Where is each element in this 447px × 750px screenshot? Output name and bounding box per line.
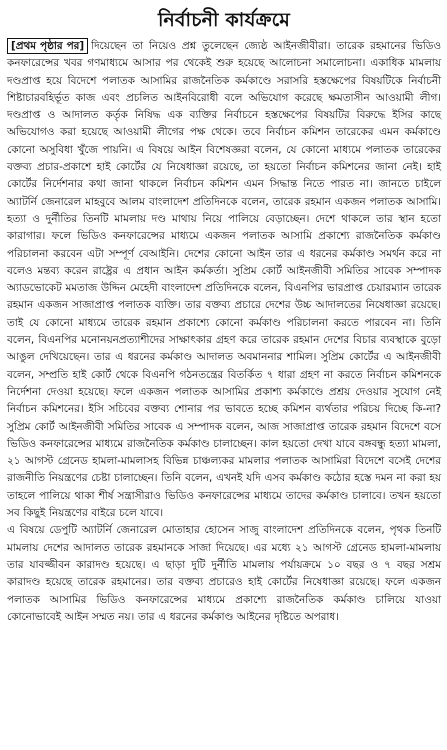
article-body [7,38,441,626]
paragraph-text: এ বিষয়ে ডেপুটি অ্যাটর্নি জেনারেল মোতাহার হোসেন সাজু বাংলাদেশ প্রতিদিনকে বলেন, পৃথক তিনটি মামলায় দেশের আদালত তারেক রহমানকে সাজা দিয়েছে। এর মধ্যে ২১ আগস্ট গ্রেনেড হামলা-মামলায় তার যাবজ্জীবন কারাদণ্ড হয়েছে। এ ছাড়া দুটি দুর্নীতি মামলায় পর্যায়ক্রমে ১০ বছর ও ৭ বছর সশ্রম কারাদণ্ড হয়েছে তারেক রহমানের। তার বক্তব্য প্রচারেও হাই কোর্টের নিষেধাজ্ঞা রয়েছে। ফলে একজন পলাতক আসামির ভিডিও কনফারেন্সের মাধ্যমে প্রকাশ্যে রাজনৈতিক কর্মকাণ্ড চালিয়ে যাওয়া কোনোভাবেই আইন সম্মত নয়। তার এ ধরনের কর্মকাণ্ড আইনের দৃষ্টিতে অপরাধ। [7,524,441,623]
continued-label-text: প্রথম পৃষ্ঠার পর [15,40,80,52]
paragraph-text: দিয়েছেন তা নিয়েও প্রশ্ন তুলেছেন জ্যেষ্ঠ আইনজীবীরা। তারেক রহমানের ভিডিও কনফারেন্সের খবর গণমাধ্যমে আসার পর থেকেই শুরু হয়েছে আলোচনা সমালোচনা। একাধিক মামলায় দণ্ডপ্রাপ্ত হয়ে বিদেশে পলাতক আসামির রাজনৈতিক কর্মকাণ্ডে সরাসরি হস্তক্ষেপের বিষয়টিকে নির্বাচনী শিষ্টাচারবহির্ভূত কাজ এবং প্রচলিত আইনবিরোধী বলে অভিযোগ করেছে ক্ষমতাসীন আওয়ামী লীগ। দণ্ডপ্রাপ্ত ও আদালত কর্তৃক নিষিদ্ধ এক ব্যক্তির নির্বাচনে হস্তক্ষেপের বিষয়টির বিরুদ্ধে ইসির কাছে অভিযোগও করা হয়েছে আওয়ামী লীগের পক্ষ থেকে। তবে নির্বাচন কমিশন তারেকের এমন কর্মকাণ্ডে কোনো অসুবিধা খুঁজে পায়নি। এ বিষয়ে আইন বিশেষজ্ঞরা বলেন, যে কোনো মাধ্যমে পলাতক তারেকের বক্তব্য প্রচার-প্রকাশে হাই কোর্টের যে নিষেধাজ্ঞা রয়েছে, তা হয়তো নির্বাচন কমিশনের জানা নেই। হাই কোর্টের নির্দেশনার কথা জানা থাকলে নির্বাচন কমিশন এমন সিদ্ধান্ত নিতে পারত না। জানতে চাইলে অ্যাটর্নি জেনারেল মাহবুবে আলম বাংলাদেশ প্রতিদিনকে বলেন, তারেক রহমান একজন পলাতক আসামি। হত্যা ও দুর্নীতির তিনটি মামলায় দণ্ড মাথায় নিয়ে পালিয়ে বেড়াচ্ছেন। দেশে থাকলে তার স্থান হতো কারাগার। ফলে ভিডিও কনফারেন্সের মাধ্যমে একজন পলাতক আসামি প্রকাশ্যে রাজনৈতিক কর্মকাণ্ড পরিচালনা করবেন এটা সম্পূর্ণ বেআইনি। দেশের কোনো আইন তার এ ধরনের কর্মকাণ্ড সমর্থন করে না বলেও মন্তব্য করেন রাষ্ট্রের এ প্রধান আইন কর্মকর্তা। সুপ্রিম কোর্ট আইনজীবী সমিতির সাবেক সম্পাদক অ্যাডভোকেট মমতাজ উদ্দিন মেহেদী বাংলাদেশ প্রতিদিনকে বলেন, বিএনপির ভারপ্রাপ্ত চেয়ারম্যান তারেক রহমান একজন সাজাপ্রাপ্ত পলাতক ব্যক্তি। তার বক্তব্য প্রচারে দেশের উচ্চ আদালতের নিষেধাজ্ঞা রয়েছে। তাই যে কোনো মাধ্যমে তারেক রহমান প্রকাশ্যে কোনো কর্মকাণ্ড পরিচালনা করতে পারবেন না। তিনি বলেন, বিএনপির মনোনয়নপ্রত্যাশীদের সাক্ষাৎকার গ্রহণ করে তারেক রহমান দেশের বিচার ব্যবস্থাকে বুড়ো আঙুল দেখিয়েছেন। তার এ ধরনের কর্মকাণ্ড আদালত অবমাননার শামিল। সুপ্রিম কোর্টের এ আইনজীবী বলেন, সম্প্রতি হাই কোর্ট থেকে বিএনপি গঠনতন্ত্রের বিতর্কিত ৭ ধারা গ্রহণ না করতে নির্বাচন কমিশনকে নির্দেশনা দেওয়া হয়েছে। ফলে একজন পলাতক আসামির প্রকাশ্য কর্মকাণ্ডে প্রশ্রয় দেওয়ার সুযোগ নেই নির্বাচন কমিশনের। ইসি সচিবের বক্তব্য শোনার পর ভাবতে হচ্ছে কমিশন ব্যর্থতার পরিচয় দিচ্ছে কি-না? সুপ্রিম কোর্ট আইনজীবী সমিতির সাবেক এ সম্পাদক বলেন, আজ সাজাপ্রাপ্ত তারেক রহমান বিদেশে বসে ভিডিও কনফারেন্সের মাধ্যমে রাজনৈতিক কর্মকাণ্ড চালাচ্ছেন। কাল হয়তো দেখা যাবে বঙ্গবন্ধু হত্যা মামলা, ২১ আগস্ট গ্রেনেড হামলা-মামলাসহ বিভিন্ন চাঞ্চল্যকর মামলার পলাতক আসামিরা বিদেশে বসেই দেশের রাজনীতি নিয়ন্ত্রণের চেষ্টা চালাচ্ছেন। তিনি বলেন, এখনই যদি এসব কর্মকাণ্ড কঠোর হস্তে দমন না করা হয় তাহলে পালিয়ে থাকা শীর্ষ সন্ত্রাসীরাও ভিডিও কনফারেন্সের মাধ্যমে তাদের কর্মকাণ্ড চালাবে। তখন হয়তো সব কিছুই নিয়ন্ত্রণের বাইরে চলে যাবে। [7,40,441,520]
continued-from-page-one-label: [প্রথম পৃষ্ঠার পর] [7,38,88,54]
article-paragraph [7,522,441,626]
article-paragraph [7,38,441,522]
headline: নির্বাচনী কার্যক্রমে [157,9,291,31]
